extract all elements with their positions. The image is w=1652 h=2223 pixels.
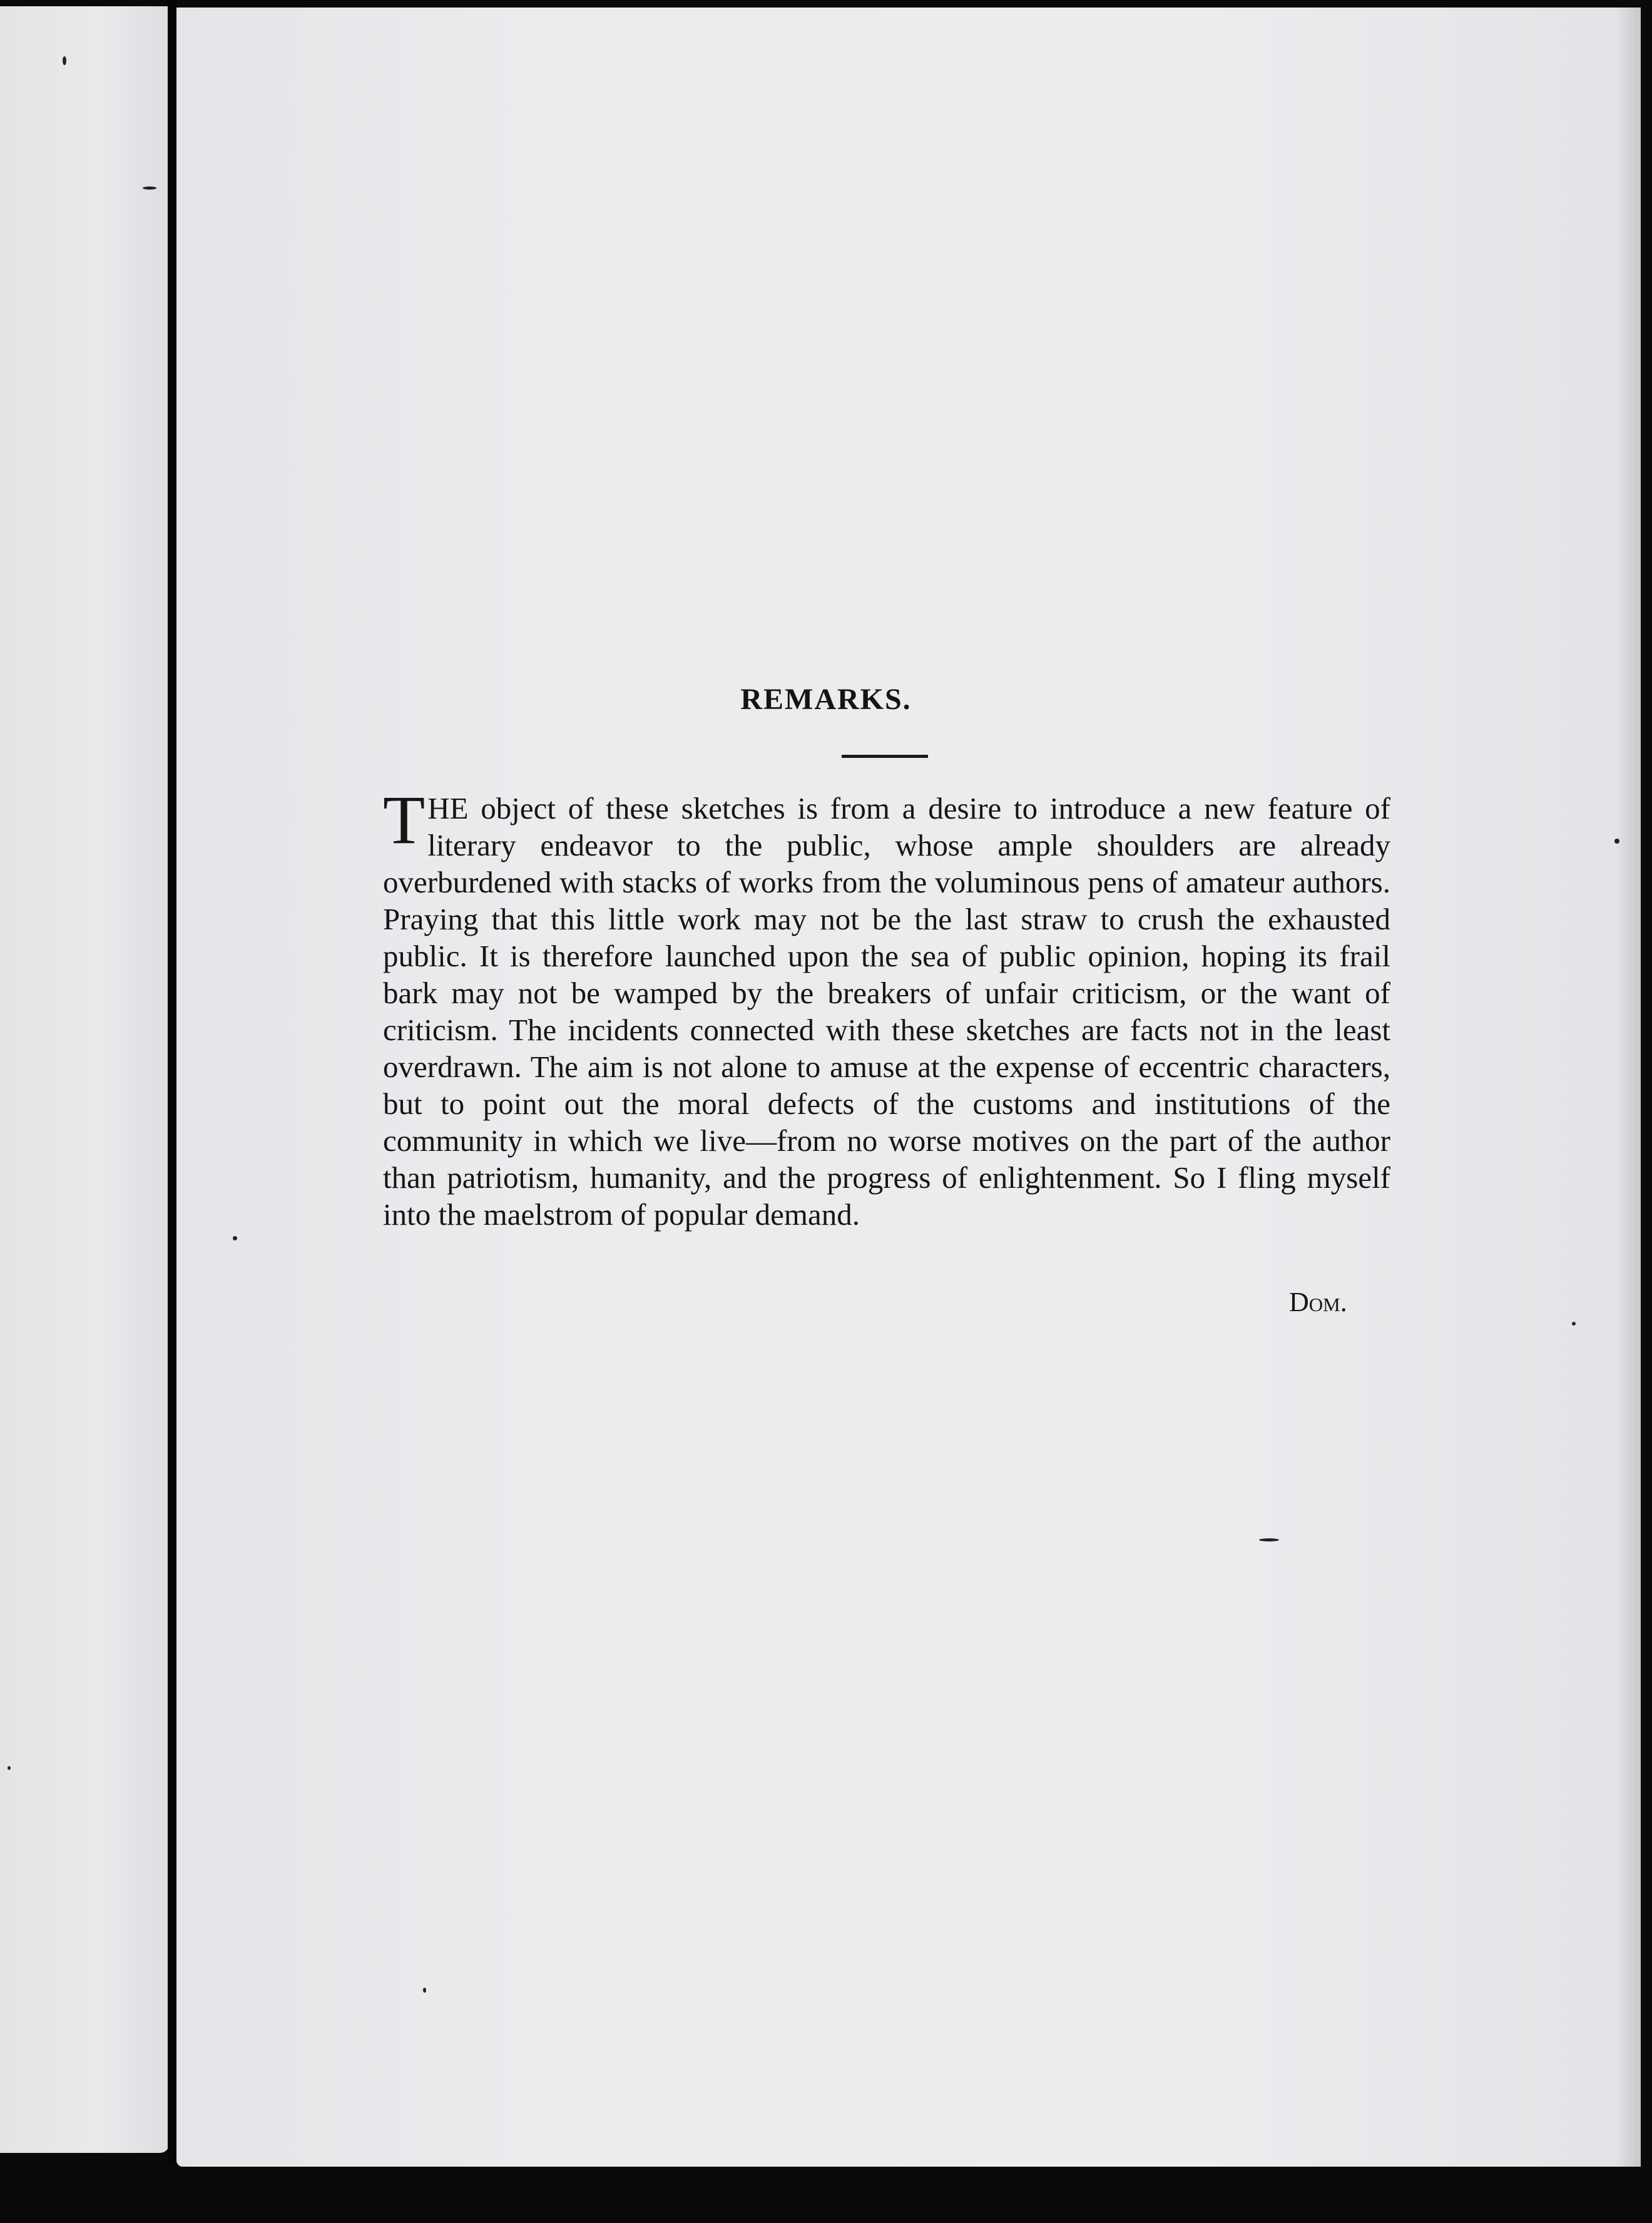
drop-cap: T [383, 782, 426, 858]
page-edge-shadow [1616, 8, 1641, 2167]
scan-speck [63, 56, 66, 65]
scan-speck [423, 1988, 426, 1993]
remarks-paragraph [383, 782, 1390, 1233]
remarks-text: HE object of these sketches is from a desire to introduce a new feature of literary endeavor to the public, whose ample shoulders are already overburdened with stacks of works from the voluminous pens of amateur authors. Praying that this little work may not be the last straw to crush the exhausted public. It is therefore launched upon the sea of public opinion, hoping its frail bark may not be wamped by the breakers of unfair criticism, or the want of criticism. The incidents connected with these sketches are facts not in the least overdrawn. The aim is not alone to amuse at the expense of eccentric characters, but to point out the moral defects of the customs and institutions of the community in which we live—from no worse motives on the part of the author than patriotism, humanity, and the progress of enlightenment. So I fling myself into the maelstrom of popular demand. [383, 791, 1390, 1232]
scan-speck [233, 1236, 237, 1240]
previous-page-edge [0, 6, 169, 2153]
author-signature: Dom. [1289, 1287, 1347, 1317]
scan-speck [1572, 1322, 1576, 1326]
title-rule [842, 755, 928, 758]
page-title: REMARKS. [740, 683, 912, 716]
scan-speck [1614, 839, 1619, 844]
scan-speck [8, 1766, 11, 1770]
scan-speck [143, 187, 156, 190]
scan-speck [1259, 1538, 1279, 1541]
book-gutter [168, 0, 176, 2165]
